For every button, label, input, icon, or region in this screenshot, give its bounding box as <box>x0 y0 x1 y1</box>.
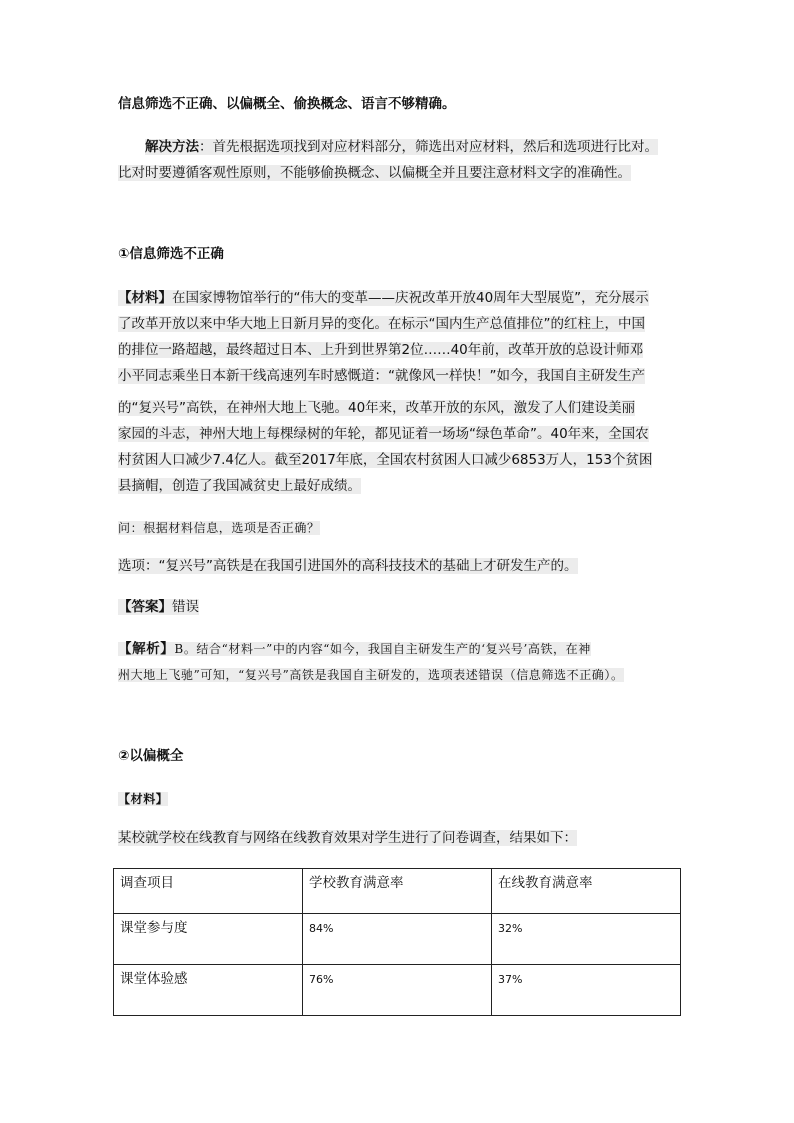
table-row <box>114 965 681 1016</box>
section2-title: ②以偏概全 <box>118 748 184 764</box>
material2-text: 某校就学校在线教育与网络在线教育效果对学生进行了问卷调查，结果如下： <box>118 830 577 846</box>
table-cell: 76% <box>303 965 492 1016</box>
material1-line-7: 村贫困人口减少7.4亿人。截至2017年底，全国农村贫困人口减少6853万人，153个贫困 <box>118 452 653 468</box>
survey-table <box>113 868 681 1016</box>
material1-line-4: 小平同志乘坐日本新干线高速列车时感慨道：“就像风一样快！”如今，我国自主研发生产 <box>118 368 645 384</box>
material1-line-5: 的“复兴号”高铁，在神州大地上飞驰。40年来，改革开放的东风，激发了人们建设美丽 <box>118 400 636 416</box>
method-line-2: 比对时要遵循客观性原则，不能够偷换概念、以偏概全并且要注意材料文字的准确性。 <box>118 165 631 181</box>
table-row <box>114 914 681 965</box>
material1-line-8: 县摘帽，创造了我国减贫史上最好成绩。 <box>118 478 361 494</box>
table-cell: 课堂体验感 <box>114 965 303 1016</box>
table-header-cell: 学校教育满意率 <box>303 869 492 914</box>
table-header-cell: 调查项目 <box>114 869 303 914</box>
answer-label: 【答案】 <box>118 599 172 615</box>
material1-line-2: 了改革开放以来中华大地上日新月异的变化。在标示“国内生产总值排位”的红柱上，中国 <box>118 316 645 332</box>
option-text: 选项：“复兴号”高铁是在我国引进国外的高科技技术的基础上才研发生产的。 <box>118 558 578 574</box>
answer-value: 错误 <box>172 599 199 615</box>
material1-label: 【材料】 <box>118 290 172 306</box>
section1-title: ①信息筛选不正确 <box>118 246 224 262</box>
material1-line-6: 家园的斗志，神州大地上每棵绿树的年轮，都见证着一场场“绿色革命”。40年来，全国农 <box>118 426 649 442</box>
table-header-row <box>114 869 681 914</box>
table-header-cell: 在线教育满意率 <box>492 869 681 914</box>
analysis-line-2: 州大地上飞驰”可知，“复兴号”高铁是我国自主研发的，选项表述错误（信息筛选不正确）。 <box>118 668 624 682</box>
material1-line-1: 【材料】在国家博物馆举行的“伟大的变革——庆祝改革开放40周年大型展览”，充分展示 <box>118 290 649 306</box>
material1-line-3: 的排位一路超越，最终超过日本、上升到世界第2位……40年前，改革开放的总设计师邓 <box>118 342 644 358</box>
analysis-line-1: 【解析】B。结合“材料一”中的内容“如今，我国自主研发生产的‘复兴号’高铁，在神 <box>118 641 591 657</box>
analysis-label: 【解析】 <box>118 641 175 657</box>
answer-line <box>118 597 199 617</box>
table-cell: 37% <box>492 965 681 1016</box>
table-cell: 课堂参与度 <box>114 914 303 965</box>
method-text: ：首先根据选项找到对应材料部分，筛选出对应材料，然后和选项进行比对。 <box>199 139 658 155</box>
method-label: 解决方法 <box>145 139 199 155</box>
question-text: 问：根据材料信息，选项是否正确？ <box>118 521 320 535</box>
intro-summary: 信息筛选不正确、以偏概全、偷换概念、语言不够精确。 <box>118 96 456 112</box>
table-cell: 84% <box>303 914 492 965</box>
method-line-1 <box>145 137 658 157</box>
material2-label: 【材料】 <box>118 792 169 806</box>
table-cell: 32% <box>492 914 681 965</box>
